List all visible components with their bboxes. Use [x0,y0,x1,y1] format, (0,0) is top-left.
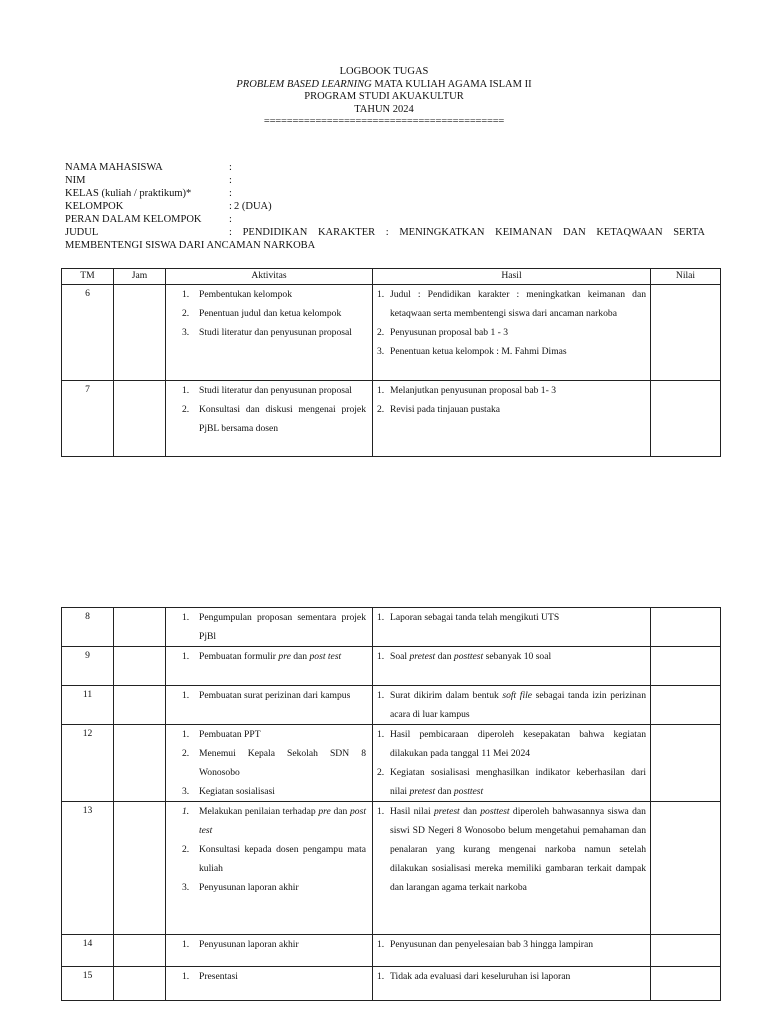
list-item: 1. Hasil pembicaraan diperoleh kesepakatan bahwa kegiatan dilakukan pada tanggal 11 Mei 2024 [377,729,646,759]
logbook-subtitle [0,79,768,92]
nama-label: NAMA MAHASISWA [65,162,163,173]
cell-tm: 14 [62,935,114,967]
cell-tm: 15 [62,967,114,1001]
cell-jam [114,802,166,935]
list-item: 3. Penyusunan laporan akhir [182,882,299,893]
cell-nilai [651,608,721,647]
identity-row-peran [65,213,705,226]
identity-row-nim [65,174,705,187]
cell-nilai [651,381,721,457]
list-item: 2. Revisi pada tinjauan pustaka [377,404,501,415]
cell-aktivitas [166,381,373,457]
cell-jam [114,935,166,967]
cell-tm: 13 [62,802,114,935]
list-item: 1. Melanjutkan penyusunan proposal bab 1- 3 [377,385,556,396]
list-item: 3. Penentuan ketua kelompok : M. Fahmi Dimas [377,346,567,357]
identity-row-nama [65,161,705,174]
list-item: 2. Kegiatan sosialisasi menghasilkan indikator keberhasilan dari nilai pretest dan posttest [377,767,646,797]
cell-hasil [373,647,651,686]
logbook-table-bottom [61,607,721,1001]
cell-hasil [373,285,651,381]
cell-jam [114,381,166,457]
cell-jam [114,686,166,725]
cell-aktivitas [166,647,373,686]
cell-tm: 12 [62,725,114,802]
list-item: 1. Laporan sebagai tanda telah mengikuti UTS [377,612,560,623]
list-item: 2. Menemui Kepala Sekolah SDN 8 Wonosobo [182,748,366,778]
cell-hasil [373,686,651,725]
list-item: 1. Pembuatan surat perizinan dari kampus [182,690,351,701]
subtitle-rest: MATA KULIAH AGAMA ISLAM II [371,78,532,90]
list-item: 1. Penyusunan laporan akhir [182,939,299,950]
cell-nilai [651,285,721,381]
list-item: 1. Hasil nilai pretest dan posttest diperoleh bahwasannya siswa dan siswi SD Negeri 8 Wonosobo belum mengetahui pemahaman dan penalaran yang kurang mengenai narkoba namun setelah dilakukan sosialisasi mereka memiliki gambaran terkait dampak dan larangan agama terkait narkoba [377,806,646,893]
list-item: 3. Kegiatan sosialisasi [182,786,275,797]
list-item: 1. Presentasi [182,971,238,982]
logbook-table-top [61,268,721,457]
table-row [62,802,721,935]
judul-value-continued: MEMBENTENGI SISWA DARI ANCAMAN NARKOBA [65,240,316,251]
cell-aktivitas [166,686,373,725]
list-item: 1. Pembuatan PPT [182,729,261,740]
table-row [62,608,721,647]
cell-jam [114,647,166,686]
identity-row-judul [65,226,705,239]
table-row [62,725,721,802]
cell-hasil [373,725,651,802]
colon: : [229,188,232,199]
table-row [62,381,721,457]
list-item: 2. Penentuan judul dan ketua kelompok [182,308,342,319]
cell-aktivitas [166,967,373,1001]
subtitle-italic: PROBLEM BASED LEARNING [236,78,372,90]
kelas-label: KELAS (kuliah / praktikum)* [65,188,192,199]
header-aktivitas: Aktivitas [166,269,373,285]
table-row [62,686,721,725]
cell-nilai [651,647,721,686]
cell-hasil [373,935,651,967]
header-tm: TM [62,269,114,285]
logbook-title: LOGBOOK TUGAS [339,66,429,77]
cell-nilai [651,967,721,1001]
table-row [62,647,721,686]
peran-label: PERAN DALAM KELOMPOK [65,214,202,225]
cell-nilai [651,686,721,725]
list-item: 2. Konsultasi dan diskusi mengenai projek PjBL bersama dosen [182,404,366,434]
cell-hasil [373,381,651,457]
identity-row-kelompok [65,200,705,213]
header-hasil: Hasil [373,269,651,285]
cell-hasil [373,802,651,935]
cell-aktivitas [166,935,373,967]
header-jam: Jam [114,269,166,285]
colon: : [229,214,232,225]
cell-tm: 11 [62,686,114,725]
list-item: 1. Studi literatur dan penyusunan proposal [182,385,352,396]
list-item: 1. Soal pretest dan posttest sebanyak 10 soal [377,651,552,662]
cell-hasil [373,608,651,647]
header-separator: ========================================== [263,116,505,128]
cell-tm: 9 [62,647,114,686]
cell-tm: 6 [62,285,114,381]
list-item: 2. Konsultasi kepada dosen pengampu mata kuliah [182,844,366,874]
cell-jam [114,725,166,802]
header-nilai: Nilai [651,269,721,285]
list-item: 1. Tidak ada evaluasi dari keseluruhan isi laporan [377,971,571,982]
list-item: 1. Penyusunan dan penyelesaian bab 3 hingga lampiran [377,939,594,950]
kelompok-value: 2 (DUA) [234,201,272,212]
cell-nilai [651,935,721,967]
cell-nilai [651,725,721,802]
cell-tm: 7 [62,381,114,457]
list-item: 3. Studi literatur dan penyusunan proposal [182,327,352,338]
table-row [62,935,721,967]
cell-tm: 8 [62,608,114,647]
kelompok-label: KELOMPOK [65,201,124,212]
document-header [0,66,768,129]
list-item: 1. Pembentukan kelompok [182,289,292,300]
list-item: 1. Pengumpulan proposan sementara projek PjBl [182,612,366,642]
judul-label: JUDUL [65,227,99,238]
judul-value: : PENDIDIKAN KARAKTER : MENINGKATKAN KEIMANAN DAN KETAQWAAN SERTA [229,227,705,238]
cell-nilai [651,802,721,935]
list-item: 1. Judul : Pendidikan karakter : meningkatkan keimanan dan ketaqwaan serta membentengi siswa dari ancaman narkoba [377,289,646,319]
nim-label: NIM [65,175,86,186]
list-item: 2. Penyusunan proposal bab 1 - 3 [377,327,509,338]
program-name: PROGRAM STUDI AKUAKULTUR [304,91,464,103]
colon: : [229,201,232,212]
cell-hasil [373,967,651,1001]
cell-jam [114,967,166,1001]
cell-jam [114,608,166,647]
table-row [62,967,721,1001]
identity-row-kelas [65,187,705,200]
list-item: 1. Melakukan penilaian terhadap pre dan post test [182,806,366,836]
cell-aktivitas [166,285,373,381]
cell-aktivitas [166,802,373,935]
identity-block [65,161,705,252]
year-label: TAHUN 2024 [354,103,414,115]
colon: : [229,175,232,186]
cell-aktivitas [166,725,373,802]
colon: : [229,162,232,173]
cell-jam [114,285,166,381]
cell-aktivitas [166,608,373,647]
table-header-row [62,269,721,285]
list-item: 1. Surat dikirim dalam bentuk soft file sebagai tanda izin perizinan acara di luar kampus [377,690,646,720]
list-item: 1. Pembuatan formulir pre dan post test [182,651,342,662]
table-row [62,285,721,381]
